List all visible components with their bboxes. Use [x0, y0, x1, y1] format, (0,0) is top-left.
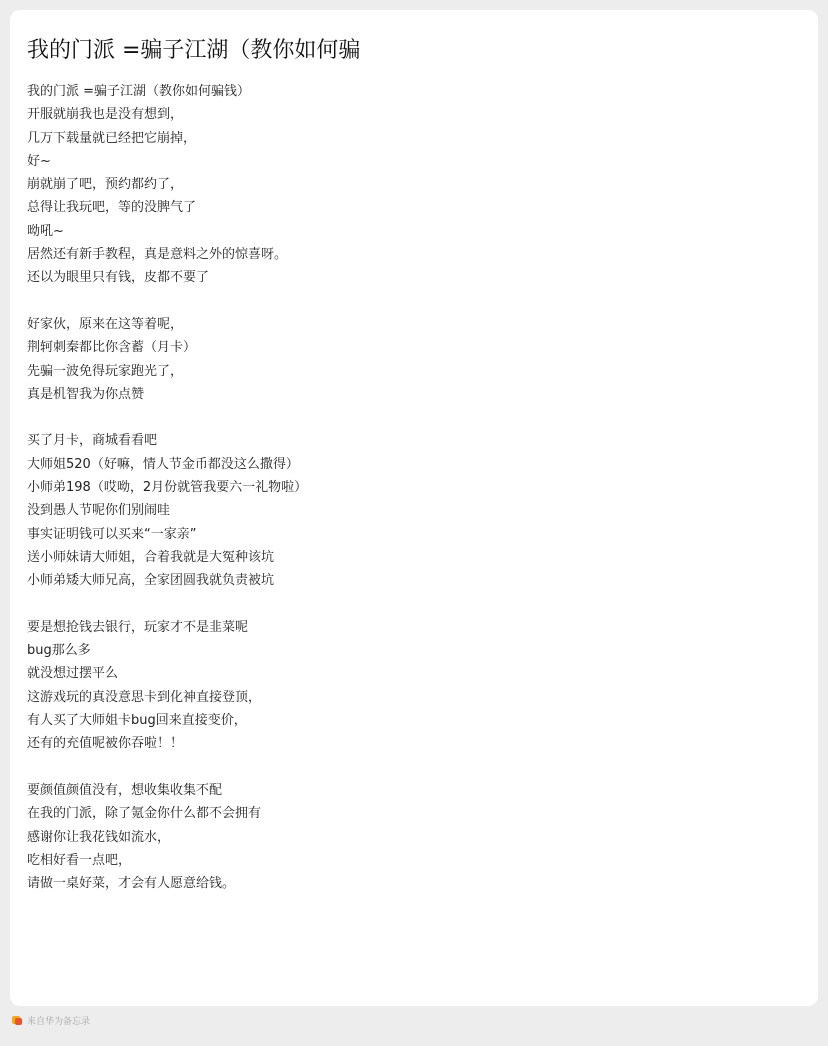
- note-line: 呦吼~: [27, 223, 64, 239]
- note-line: 总得让我玩吧，等的没脾气了: [27, 200, 197, 216]
- note-line: 要是想抢钱去银行，玩家才不是韭菜呢: [27, 619, 249, 635]
- note-line: 这游戏玩的真没意思卡到化神直接登顶，: [27, 689, 262, 705]
- note-blank-line: [27, 756, 801, 779]
- note-line: 请做一桌好菜，才会有人愿意给钱。: [27, 876, 236, 892]
- note-line: 送小师妹请大师姐，合着我就是大冤种该坑: [27, 549, 275, 565]
- footer-text: 来自华为备忘录: [27, 1016, 91, 1027]
- note-line: 崩就崩了吧，预约都约了，: [27, 177, 184, 193]
- note-line: 还有的充值呢被你吞啦！！: [27, 736, 184, 752]
- note-title: 我的门派 =骗子江湖（教你如何骗: [27, 38, 361, 63]
- note-line: 还以为眼里只有钱，皮都不要了: [27, 270, 210, 286]
- note-line: 没到愚人节呢你们别闹哇: [27, 503, 171, 519]
- note-line: 小师弟矮大师兄高，全家团圆我就负责被坑: [27, 573, 275, 589]
- note-line: 先骗一波免得玩家跑光了，: [27, 363, 184, 379]
- note-line: 真是机智我为你点赞: [27, 386, 145, 402]
- note-line: 要颜值颜值没有，想收集收集不配: [27, 782, 223, 798]
- note-line: 在我的门派，除了氪金你什么都不会拥有: [27, 806, 262, 822]
- note-body: [27, 80, 801, 895]
- note-line: bug那么多: [27, 643, 91, 659]
- note-line: 荆轲刺秦都比你含蓄（月卡）: [27, 340, 197, 356]
- note-blank-line: [27, 406, 801, 429]
- note-line: 大师姐520（好嘛，情人节金币都没这么撒得）: [27, 456, 299, 472]
- note-line: 几万下载量就已经把它崩掉，: [27, 130, 197, 146]
- note-line: 就没想过摆平么: [27, 666, 119, 682]
- footer-source: [12, 1013, 90, 1027]
- note-line: 事实证明钱可以买来“一家亲”: [27, 526, 197, 542]
- note-line: 买了月卡，商城看看吧: [27, 433, 158, 449]
- note-line: 小师弟198（哎呦，2月份就管我要六一礼物啦）: [27, 480, 308, 496]
- note-line: 有人买了大师姐卡bug回来直接变价，: [27, 713, 247, 729]
- note-line: 我的门派 =骗子江湖（教你如何骗钱）: [27, 84, 251, 99]
- note-blank-line: [27, 593, 801, 616]
- note-line: 好家伙，原来在这等着呢，: [27, 316, 184, 332]
- note-blank-line: [27, 290, 801, 313]
- note-line: 感谢你让我花钱如流水，: [27, 829, 171, 845]
- note-card: [10, 10, 818, 1006]
- note-line: 居然还有新手教程，真是意料之外的惊喜呀。: [27, 247, 288, 263]
- memo-app-icon: [12, 1015, 22, 1025]
- note-line: 开服就崩我也是没有想到，: [27, 107, 184, 123]
- note-line: 好~: [27, 153, 51, 169]
- note-line: 吃相好看一点吧，: [27, 852, 132, 868]
